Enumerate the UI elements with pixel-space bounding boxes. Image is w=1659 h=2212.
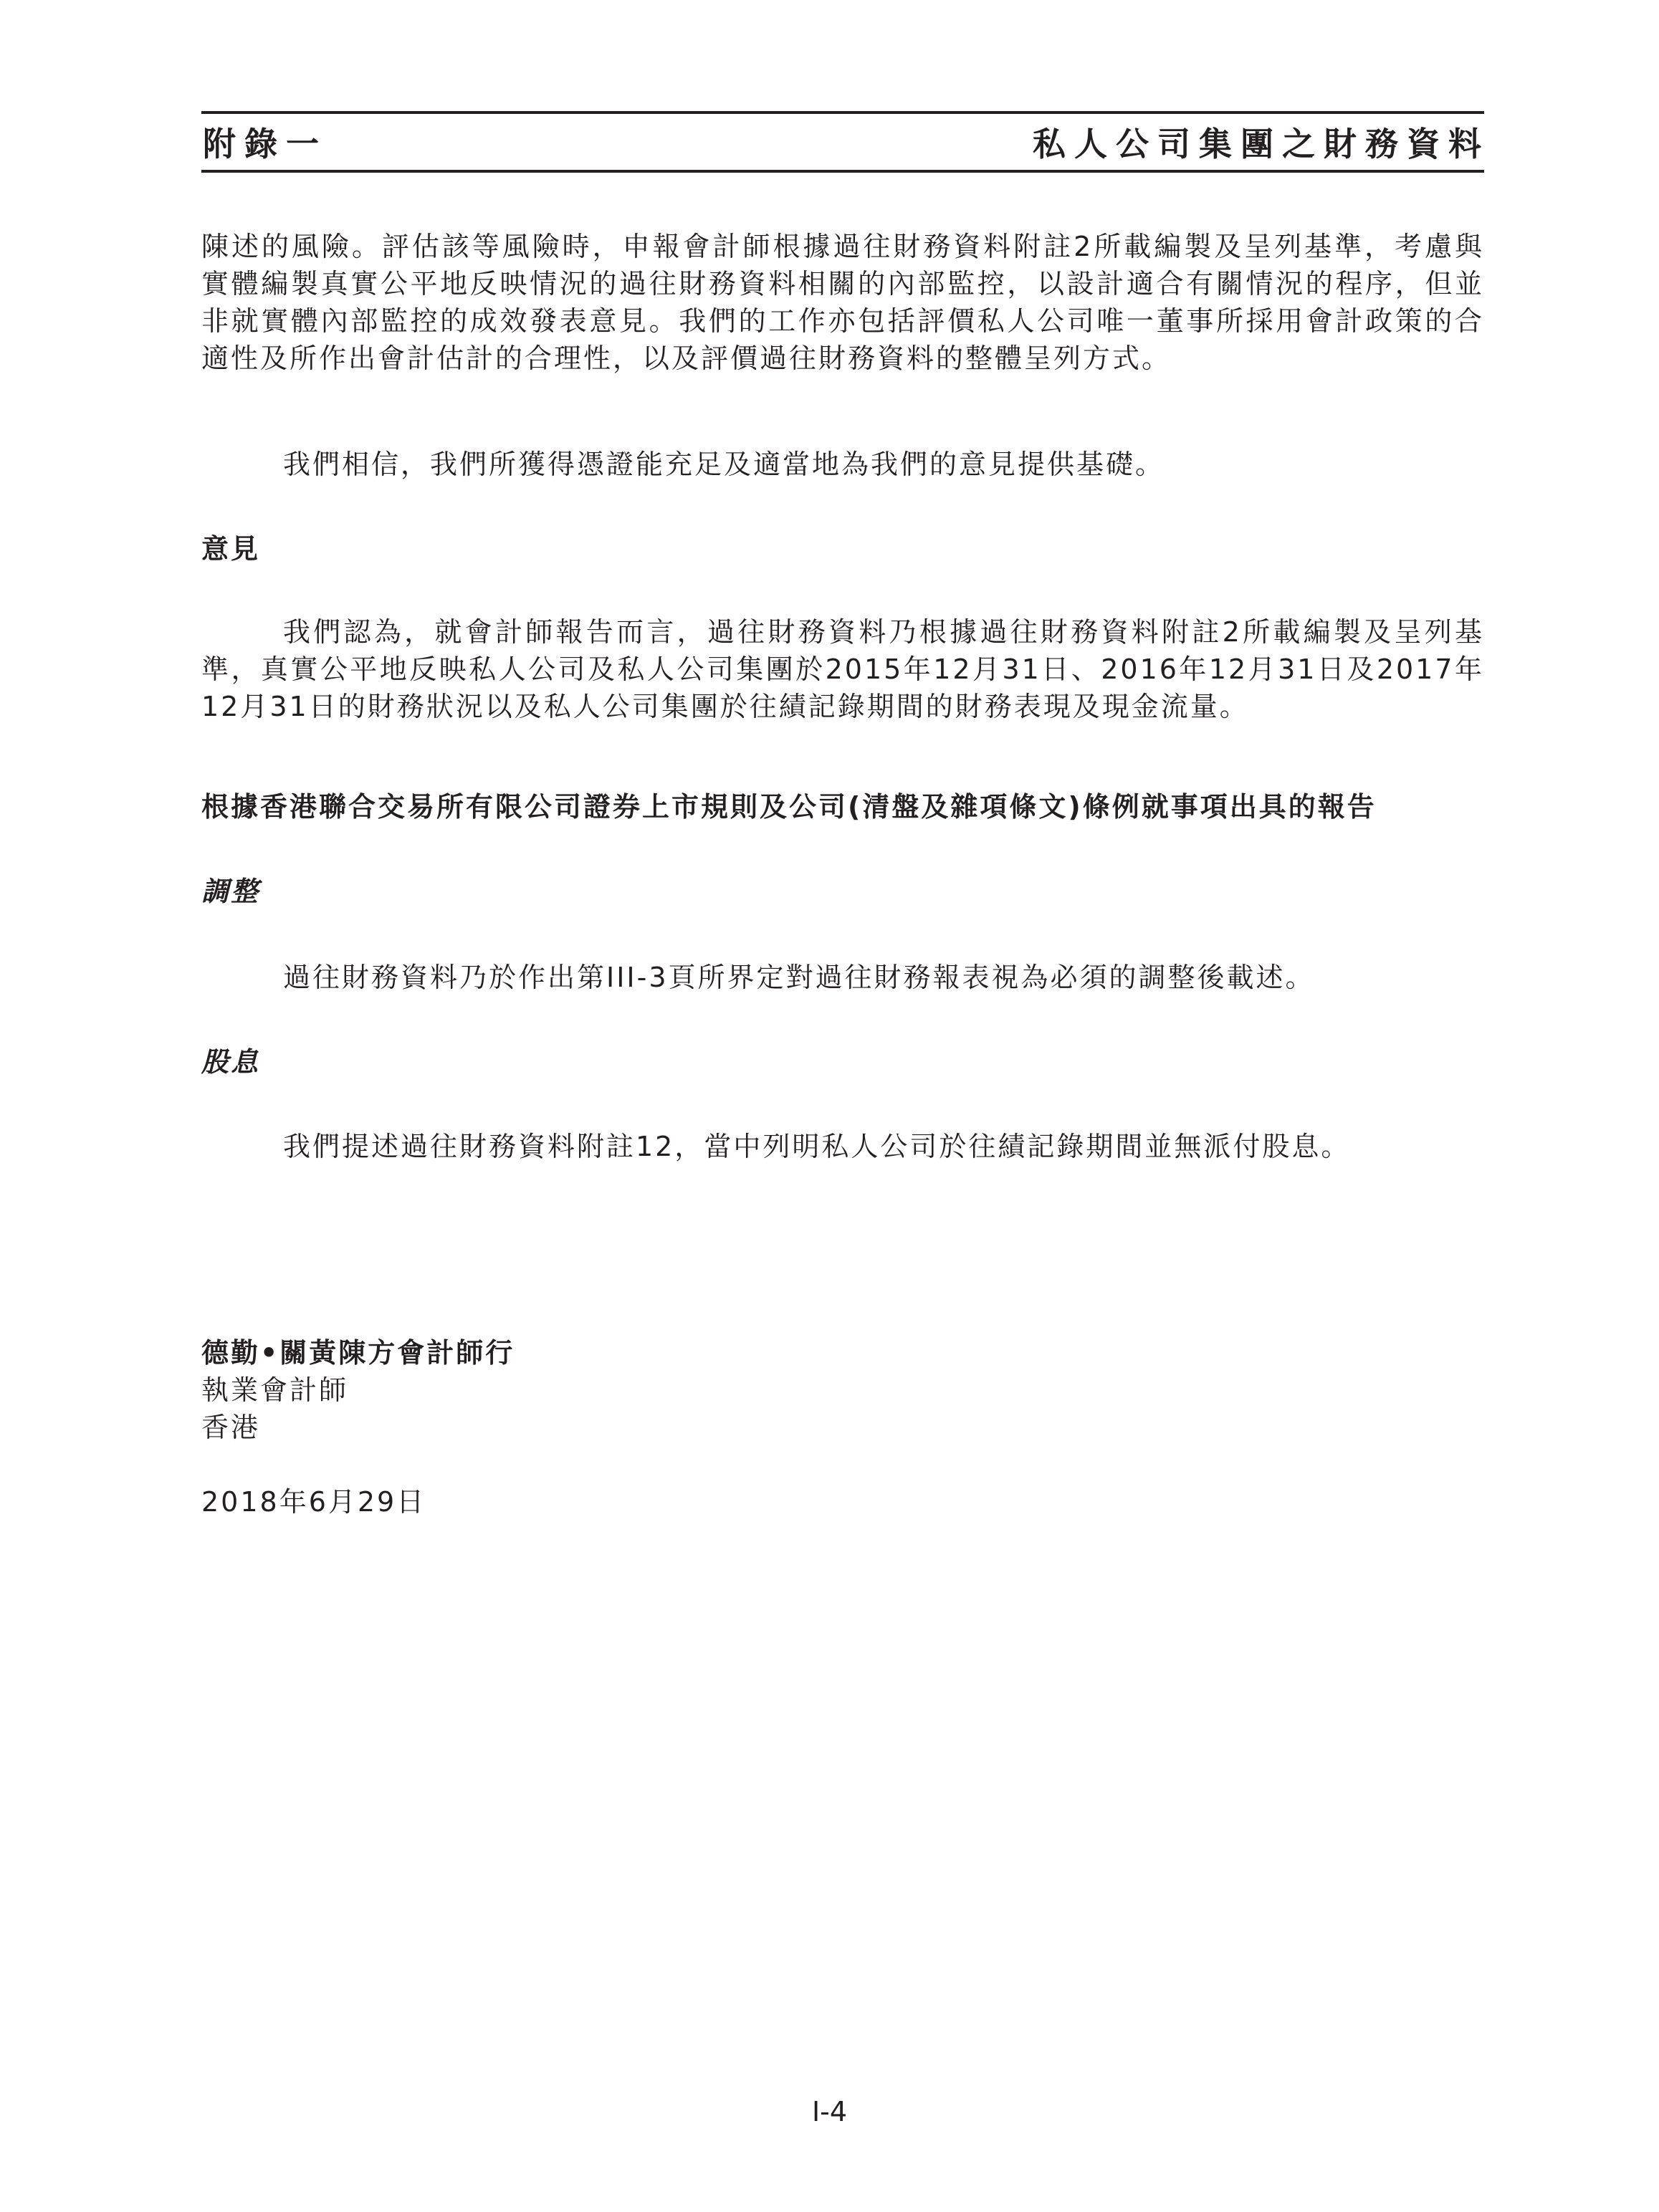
report-date: 2018年6月29日: [201, 1486, 426, 1518]
body-paragraph-3-block: [201, 613, 1484, 725]
body-paragraph-1-block: [201, 228, 1484, 377]
appendix-label: 附錄一: [203, 125, 328, 163]
page-header: [201, 111, 1490, 173]
subsection-heading: 調整: [201, 876, 261, 907]
opinion-heading-block: [201, 530, 1484, 568]
body-paragraph: 我們認為，就會計師報告而言，過往財務資料乃根據過往財務資料附註2所載編製及呈列基準，真實公平地反映私人公司及私人公司集團於2015年12月31日、2016年12月31日及2017年12月31日的財務狀況以及私人公司集團於往績記錄期間的財務表現及現金流量。: [201, 616, 1484, 722]
body-paragraph-4-block: [201, 959, 1484, 996]
body-paragraph-5-block: [201, 1128, 1484, 1165]
signature-block: [201, 1334, 1484, 1521]
firm-title: 執業會計師: [201, 1374, 349, 1406]
firm-location: 香港: [201, 1412, 261, 1443]
body-paragraph-2-block: [201, 446, 1484, 483]
section-heading: 意見: [201, 533, 261, 565]
body-paragraph: 陳述的風險。評估該等風險時，申報會計師根據過往財務資料附註2所載編製及呈列基準，考慮與實體編製真實公平地反映情況的過往財務資料相關的內部監控，以設計適合有關情況的程序，但並非就實體內部監控的成效發表意見。我們的工作亦包括評價私人公司唯一董事所採用會計政策的合適性及所作出會計估計的合理性，以及評價過往財務資料的整體呈列方式。: [201, 231, 1484, 374]
section-heading: 根據香港聯合交易所有限公司證券上市規則及公司(清盤及雜項條文)條例就事項出具的報告: [201, 791, 1377, 823]
firm-name: 德勤•關黃陳方會計師行: [201, 1337, 515, 1369]
body-paragraph: 過往財務資料乃於作出第III-3頁所界定對過往財務報表視為必須的調整後載述。: [283, 962, 1315, 993]
adjust-heading-block: [201, 873, 1484, 910]
body-paragraph: 我們提述過往財務資料附註12，當中列明私人公司於往績記錄期間並無派付股息。: [283, 1131, 1351, 1162]
page-number: I-4: [811, 2096, 848, 2127]
dividend-heading-block: [201, 1043, 1484, 1081]
subsection-heading: 股息: [201, 1046, 261, 1078]
report-heading-block: [201, 788, 1484, 825]
section-title: 私人公司集團之財務資料: [1033, 125, 1490, 163]
body-paragraph: 我們相信，我們所獲得憑證能充足及適當地為我們的意見提供基礎。: [283, 449, 1165, 480]
